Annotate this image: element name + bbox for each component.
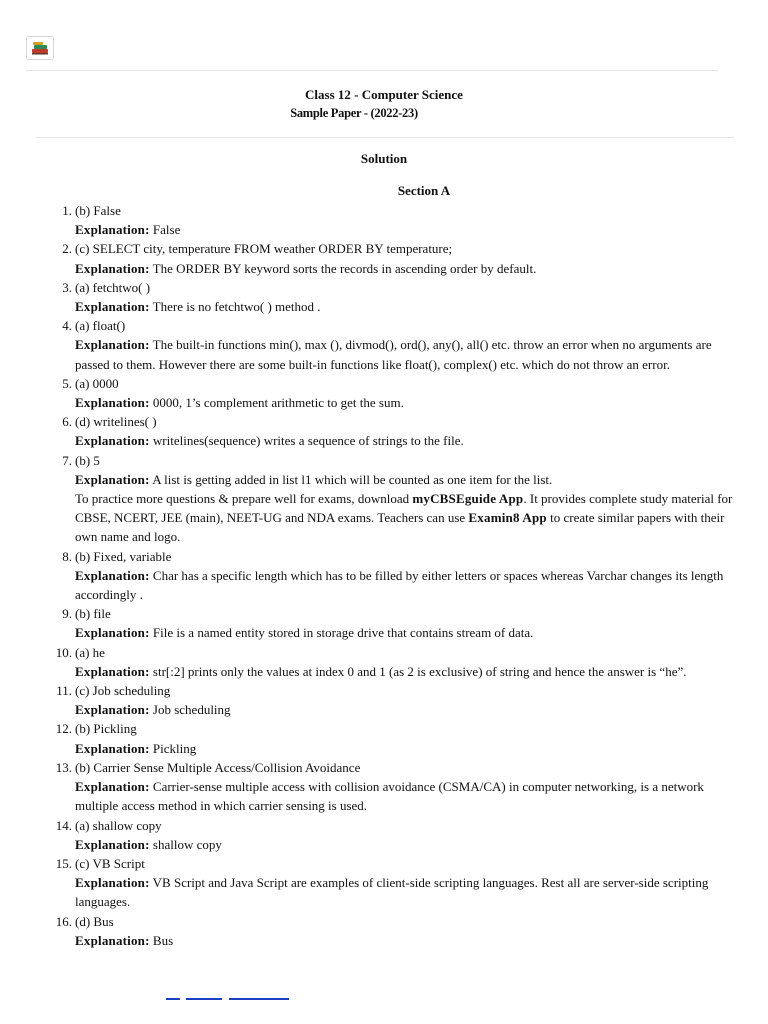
question-number: 13. [55, 759, 72, 775]
question-number: 4. [62, 318, 72, 334]
question-item [0, 374, 768, 393]
paper-title: Class 12 - Computer Science [305, 87, 463, 102]
explanation-text: File is a named entity stored in storage drive that contains stream of data. [152, 625, 534, 641]
explanation-text: 0000, 1’s complement arithmetic to get the sum. [152, 395, 404, 411]
question-number: 1. [62, 203, 72, 218]
explanation-label: Explanation: [75, 471, 150, 487]
question-item [0, 239, 768, 258]
promo-text: . It provides complete study material for CBSE, NCERT, JEE (main), NEET-UG and NDA exams. Teachers can use [75, 491, 733, 526]
answer-text: (a) 0000 [75, 375, 119, 391]
footer-link[interactable] [166, 998, 180, 1000]
explanation [0, 393, 768, 412]
question-item [0, 681, 768, 700]
answer-text: (d) Bus [75, 913, 114, 929]
question-number: 5. [62, 375, 72, 391]
explanation-text: Pickling [152, 740, 197, 756]
question-number: 10. [55, 644, 72, 660]
answer-text: (a) he [75, 644, 105, 660]
explanation-label: Explanation: [75, 779, 150, 795]
explanation-text: False [152, 222, 181, 238]
explanation-text: The built-in functions min(), max (), divmod(), ord(), any(), all() etc. throw an error when no arguments are passed to them. However there are some built-in functions like float(), complex() etc. which do not throw an error. [75, 337, 712, 372]
answer-text: (b) Pickling [75, 721, 137, 737]
explanation-label: Explanation: [75, 337, 150, 353]
explanation-label: Explanation: [75, 433, 150, 449]
explanation [0, 700, 768, 719]
question-item [0, 278, 768, 297]
explanation [0, 566, 768, 604]
explanation-text: Char has a specific length which has to be filled by either letters or spaces whereas Varchar changes its length accordingly . [75, 567, 724, 603]
title-divider [36, 137, 734, 138]
answer-text: (b) 5 [75, 452, 100, 468]
explanation [0, 335, 768, 373]
question-item [0, 547, 768, 566]
site-logo[interactable] [26, 36, 54, 60]
explanation-text: Job scheduling [152, 702, 231, 718]
explanation [0, 739, 768, 758]
question-number: 16. [55, 913, 72, 929]
explanation-text: writelines(sequence) writes a sequence of strings to the file. [152, 433, 464, 449]
explanation [0, 470, 768, 489]
explanation [0, 297, 768, 316]
explanation-text: str[:2] prints only the values at index 0 and 1 (as 2 is exclusive) of string and hence the answer is “he”. [152, 663, 687, 679]
question-item [0, 201, 768, 220]
section-heading: Section A [397, 183, 451, 198]
answer-text: (a) float() [75, 318, 126, 334]
answer-text: (b) Carrier Sense Multiple Access/Collision Avoidance [75, 759, 361, 775]
explanation-text: The ORDER BY keyword sorts the records in ascending order by default. [152, 260, 537, 276]
answer-text: (b) file [75, 606, 111, 622]
explanation [0, 623, 768, 642]
question-number: 11. [56, 683, 72, 699]
promo-paragraph [0, 489, 768, 547]
explanation-label: Explanation: [75, 740, 150, 756]
question-item [0, 912, 768, 931]
promo-text: To practice more questions & prepare well for exams, download [75, 491, 413, 507]
question-number: 8. [62, 548, 72, 564]
explanation [0, 259, 768, 278]
explanation-text: A list is getting added in list l1 which will be counted as one item for the list. [152, 471, 553, 487]
answer-text: (b) Fixed, variable [75, 548, 172, 564]
answer-text: (c) VB Script [75, 855, 145, 871]
promo-text: to create similar papers with their own name and logo. [75, 510, 725, 545]
question-number: 9. [62, 606, 72, 622]
explanation [0, 662, 768, 681]
explanation-text: There is no fetchtwo( ) method . [152, 299, 321, 315]
question-number: 14. [55, 817, 72, 833]
question-item [0, 604, 768, 623]
explanation [0, 431, 768, 450]
paper-subtitle: Sample Paper - (2022-23) [290, 106, 418, 120]
examin8-app-link[interactable]: Examin8 App [468, 510, 547, 526]
answer-text: (c) SELECT city, temperature FROM weather ORDER BY temperature; [75, 241, 453, 257]
footer-link[interactable] [229, 998, 289, 1000]
question-number: 7. [62, 452, 72, 468]
header-divider [26, 70, 718, 71]
question-item [0, 643, 768, 662]
explanation-label: Explanation: [75, 875, 150, 891]
explanation-text: VB Script and Java Script are examples of client-side scripting languages. Rest all are server-side scripting languages. [75, 875, 709, 910]
question-item [0, 816, 768, 835]
explanation [0, 931, 768, 950]
explanation-label: Explanation: [75, 222, 150, 238]
explanation [0, 873, 768, 911]
question-number: 12. [55, 721, 72, 737]
explanation-text: Carrier-sense multiple access with collision avoidance (CSMA/CA) in computer networking, is a network multiple access method in which carrier sensing is used. [75, 779, 704, 814]
question-item [0, 719, 768, 738]
explanation-label: Explanation: [75, 395, 150, 411]
answer-text: (c) Job scheduling [75, 683, 171, 699]
explanation [0, 220, 768, 239]
question-item [0, 854, 768, 873]
footer-link[interactable] [186, 998, 222, 1000]
explanation-label: Explanation: [75, 625, 150, 641]
answer-text: (d) writelines( ) [75, 414, 157, 430]
question-item [0, 758, 768, 777]
books-logo-icon [30, 41, 50, 55]
question-item [0, 412, 768, 431]
answer-text: (a) shallow copy [75, 817, 162, 833]
mycbseguide-app-link[interactable]: myCBSEguide App [412, 491, 524, 507]
explanation-text: Bus [152, 932, 174, 948]
explanation [0, 835, 768, 854]
explanation-label: Explanation: [75, 567, 150, 583]
answer-text: (a) fetchtwo( ) [75, 279, 151, 295]
question-item [0, 451, 768, 470]
question-number: 6. [62, 414, 72, 430]
explanation-label: Explanation: [75, 260, 150, 276]
explanation [0, 777, 768, 815]
explanation-label: Explanation: [75, 299, 150, 315]
answer-list [0, 201, 768, 950]
question-item [0, 316, 768, 335]
explanation-label: Explanation: [75, 836, 150, 852]
question-number: 15. [55, 855, 72, 871]
question-number: 2. [62, 241, 72, 257]
explanation-label: Explanation: [75, 663, 150, 679]
explanation-text: shallow copy [152, 836, 222, 852]
solution-heading: Solution [360, 151, 408, 166]
question-number: 3. [62, 279, 72, 295]
explanation-label: Explanation: [75, 932, 150, 948]
answer-text: (b) False [75, 203, 121, 218]
explanation-label: Explanation: [75, 702, 150, 718]
